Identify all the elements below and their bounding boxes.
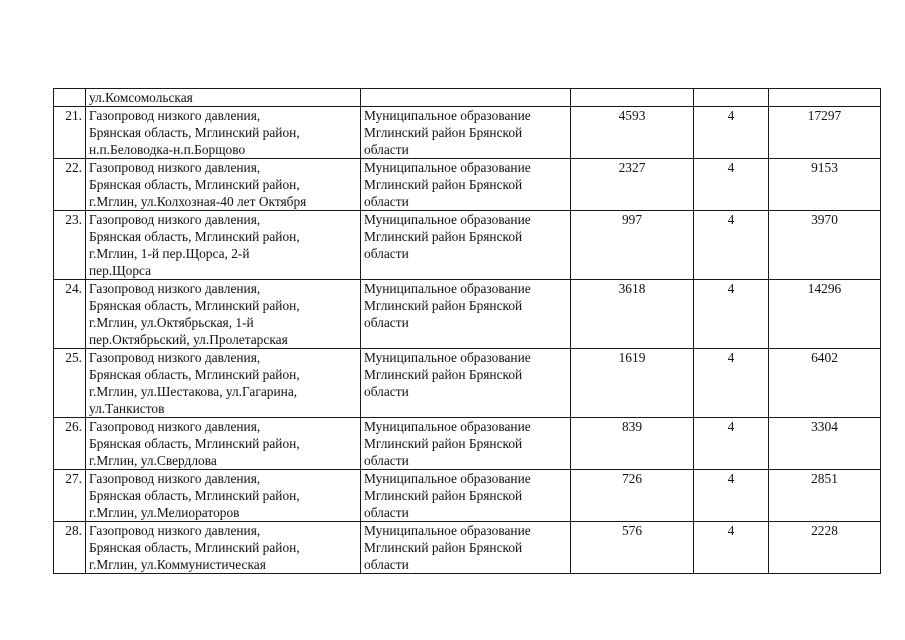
diameter-cell: 4 (694, 418, 769, 470)
owner-line: Мглинский район Брянской (364, 125, 523, 140)
owner-line: Мглинский район Брянской (364, 540, 523, 555)
object-name-line: ул.Танкистов (89, 401, 165, 416)
object-name-line: г.Мглин, 1-й пер.Щорса, 2-й (89, 246, 250, 261)
object-name-line: г.Мглин, ул.Мелиораторов (89, 505, 240, 520)
table-row (54, 107, 881, 159)
owner-line: Муниципальное образование (364, 281, 531, 296)
length-cell: 997 (571, 211, 694, 280)
table-row (54, 349, 881, 418)
row-number-cell: 27. (54, 470, 86, 522)
length-cell: 3618 (571, 280, 694, 349)
length-cell: 4593 (571, 107, 694, 159)
object-name-line: Брянская область, Мглинский район, (89, 540, 300, 555)
diameter-cell: 4 (694, 280, 769, 349)
object-name-line: г.Мглин, ул.Октябрьская, 1-й (89, 315, 254, 330)
object-name-cell (86, 280, 361, 349)
row-number-cell: 24. (54, 280, 86, 349)
owner-line: области (364, 453, 409, 468)
owner-line: области (364, 384, 409, 399)
object-name-cell (86, 470, 361, 522)
owner-line: области (364, 246, 409, 261)
object-name-line: г.Мглин, ул.Колхозная-40 лет Октября (89, 194, 307, 209)
table-row (54, 280, 881, 349)
table-row (54, 211, 881, 280)
owner-line: Мглинский район Брянской (364, 298, 523, 313)
value-cell: 3970 (769, 211, 881, 280)
owner-line: Муниципальное образование (364, 212, 531, 227)
object-name-cell (86, 522, 361, 574)
row-number-cell: 28. (54, 522, 86, 574)
owner-line: Мглинский район Брянской (364, 177, 523, 192)
diameter-cell: 4 (694, 159, 769, 211)
owner-cell (361, 349, 571, 418)
owner-line: Муниципальное образование (364, 523, 531, 538)
owner-line: Муниципальное образование (364, 350, 531, 365)
diameter-cell: 4 (694, 107, 769, 159)
object-name-cell (86, 211, 361, 280)
owner-cell (361, 470, 571, 522)
value-cell: 17297 (769, 107, 881, 159)
object-name-line: Брянская область, Мглинский район, (89, 177, 300, 192)
object-name-cell (86, 107, 361, 159)
object-name-line: н.п.Беловодка-н.п.Борщово (89, 142, 246, 157)
object-name-line: Газопровод низкого давления, (89, 350, 261, 365)
diameter-cell (694, 89, 769, 107)
length-cell: 726 (571, 470, 694, 522)
owner-line: области (364, 315, 409, 330)
object-name-line: Брянская область, Мглинский район, (89, 298, 300, 313)
object-name-line: Брянская область, Мглинский район, (89, 367, 300, 382)
owner-cell (361, 418, 571, 470)
object-name-line: Газопровод низкого давления, (89, 523, 261, 538)
object-name-cell (86, 349, 361, 418)
object-name-line: пер.Октябрьский, ул.Пролетарская (89, 332, 288, 347)
row-number-cell: 23. (54, 211, 86, 280)
diameter-cell: 4 (694, 522, 769, 574)
owner-line: Муниципальное образование (364, 419, 531, 434)
row-number-cell: 25. (54, 349, 86, 418)
object-name-line: Брянская область, Мглинский район, (89, 436, 300, 451)
value-cell: 14296 (769, 280, 881, 349)
table-body (54, 89, 881, 574)
object-name-line: ул.Комсомольская (89, 90, 193, 105)
owner-line: Мглинский район Брянской (364, 367, 523, 382)
object-name-line: Брянская область, Мглинский район, (89, 125, 300, 140)
owner-line: области (364, 194, 409, 209)
owner-line: Мглинский район Брянской (364, 229, 523, 244)
object-name-cell (86, 89, 361, 107)
owner-line: Муниципальное образование (364, 471, 531, 486)
diameter-cell: 4 (694, 349, 769, 418)
object-name-line: г.Мглин, ул.Коммунистическая (89, 557, 266, 572)
owner-cell (361, 89, 571, 107)
object-name-line: Брянская область, Мглинский район, (89, 229, 300, 244)
object-name-line: г.Мглин, ул.Шестакова, ул.Гагарина, (89, 384, 298, 399)
length-cell: 2327 (571, 159, 694, 211)
row-number-cell: 22. (54, 159, 86, 211)
object-name-line: Газопровод низкого давления, (89, 212, 261, 227)
owner-line: области (364, 142, 409, 157)
owner-line: области (364, 505, 409, 520)
owner-cell (361, 159, 571, 211)
object-name-line: Брянская область, Мглинский район, (89, 488, 300, 503)
length-cell: 576 (571, 522, 694, 574)
owner-line: Муниципальное образование (364, 160, 531, 175)
table-row (54, 470, 881, 522)
object-name-line: Газопровод низкого давления, (89, 419, 261, 434)
value-cell: 3304 (769, 418, 881, 470)
table-row (54, 522, 881, 574)
object-name-cell (86, 159, 361, 211)
row-number-cell: 21. (54, 107, 86, 159)
owner-cell (361, 522, 571, 574)
row-number-cell: 26. (54, 418, 86, 470)
object-name-line: Газопровод низкого давления, (89, 281, 261, 296)
owner-line: Мглинский район Брянской (364, 436, 523, 451)
diameter-cell: 4 (694, 211, 769, 280)
value-cell (769, 89, 881, 107)
owner-cell (361, 280, 571, 349)
owner-line: Мглинский район Брянской (364, 488, 523, 503)
owner-line: области (364, 557, 409, 572)
object-name-line: г.Мглин, ул.Свердлова (89, 453, 217, 468)
owner-cell (361, 107, 571, 159)
table-row (54, 418, 881, 470)
length-cell (571, 89, 694, 107)
object-name-line: Газопровод низкого давления, (89, 108, 261, 123)
gas-pipeline-register-table (53, 88, 881, 574)
object-name-line: Газопровод низкого давления, (89, 471, 261, 486)
value-cell: 2851 (769, 470, 881, 522)
length-cell: 1619 (571, 349, 694, 418)
owner-cell (361, 211, 571, 280)
value-cell: 2228 (769, 522, 881, 574)
owner-line: Муниципальное образование (364, 108, 531, 123)
value-cell: 6402 (769, 349, 881, 418)
object-name-cell (86, 418, 361, 470)
length-cell: 839 (571, 418, 694, 470)
row-number-cell (54, 89, 86, 107)
object-name-line: Газопровод низкого давления, (89, 160, 261, 175)
object-name-line: пер.Щорса (89, 263, 152, 278)
table-row (54, 159, 881, 211)
table-row (54, 89, 881, 107)
diameter-cell: 4 (694, 470, 769, 522)
value-cell: 9153 (769, 159, 881, 211)
